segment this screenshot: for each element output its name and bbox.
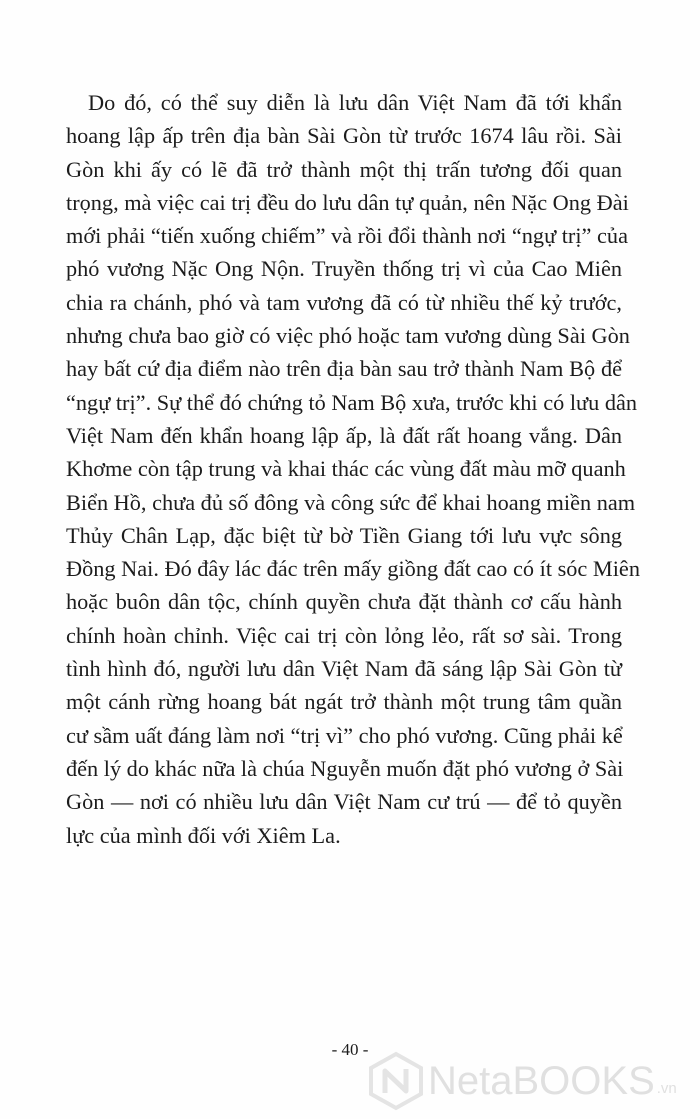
text-line: hay bất cứ địa điểm nào trên địa bàn sau trở thành Nam Bộ để [66, 356, 622, 382]
watermark-brand: NetaBOOKS [428, 1059, 655, 1103]
watermark-suffix: .vn [656, 1080, 677, 1097]
text-line: Đồng Nai. Đó đây lác đác trên mấy giồng đất cao có ít sóc Miên [66, 556, 640, 582]
netabooks-logo-icon [366, 1051, 426, 1111]
watermark [366, 1043, 700, 1119]
text-line: Biển Hồ, chưa đủ số đông và công sức để khai hoang miền nam [66, 489, 636, 515]
page-number: - 40 - [331, 1040, 369, 1059]
text-line: mới phải “tiến xuống chiếm” và rồi đổi thành nơi “ngự trị” của [66, 223, 628, 249]
text-line: Thủy Chân Lạp, đặc biệt từ bờ Tiền Giang tới lưu vực sông [66, 522, 622, 548]
text-line: cư sầm uất đáng làm nơi “trị vì” cho phó vương. Cũng phải kể [66, 722, 623, 748]
text-line: trọng, mà việc cai trị đều do lưu dân tự quản, nên Nặc Ong Đài [66, 189, 629, 215]
text-line: Việt Nam đến khẩn hoang lập ấp, là đất rất hoang vắng. Dân [66, 422, 622, 448]
text-line: nhưng chưa bao giờ có việc phó hoặc tam vương dùng Sài Gòn [66, 323, 630, 349]
text-line: một cánh rừng hoang bát ngát trở thành một trung tâm quần [66, 689, 622, 715]
text-line: Khơme còn tập trung và khai thác các vùng đất màu mỡ quanh [66, 456, 626, 482]
text-line: Gòn khi ấy có lẽ đã trở thành một thị trấn tương đối quan [66, 156, 622, 182]
text-line: Gòn — nơi có nhiều lưu dân Việt Nam cư trú — để tỏ quyền [66, 789, 622, 815]
text-line: tình hình đó, người lưu dân Việt Nam đã sáng lập Sài Gòn từ [66, 656, 622, 682]
text-line: chia ra chánh, phó và tam vương đã có từ nhiều thế kỷ trước, [66, 289, 622, 315]
text-line: Do đó, có thể suy diễn là lưu dân Việt Nam đã tới khẩn [88, 90, 622, 115]
text-line: “ngự trị”. Sự thể đó chứng tỏ Nam Bộ xưa, trước khi có lưu dân [66, 389, 638, 415]
body-paragraph [66, 86, 640, 852]
text-line: chính hoàn chỉnh. Việc cai trị còn lỏng lẻo, rất sơ sài. Trong [66, 622, 622, 648]
text-line: đến lý do khác nữa là chúa Nguyễn muốn đặt phó vương ở Sài [66, 755, 624, 781]
text-line: hoang lập ấp trên địa bàn Sài Gòn từ trước 1674 lâu rồi. Sài [66, 123, 622, 149]
text-line: lực của mình đối với Xiêm La. [66, 822, 341, 848]
text-line: hoặc buôn dân tộc, chính quyền chưa đặt thành cơ cấu hành [66, 589, 622, 615]
text-line: phó vương Nặc Ong Nộn. Truyền thống trị vì của Cao Miên [66, 256, 622, 282]
